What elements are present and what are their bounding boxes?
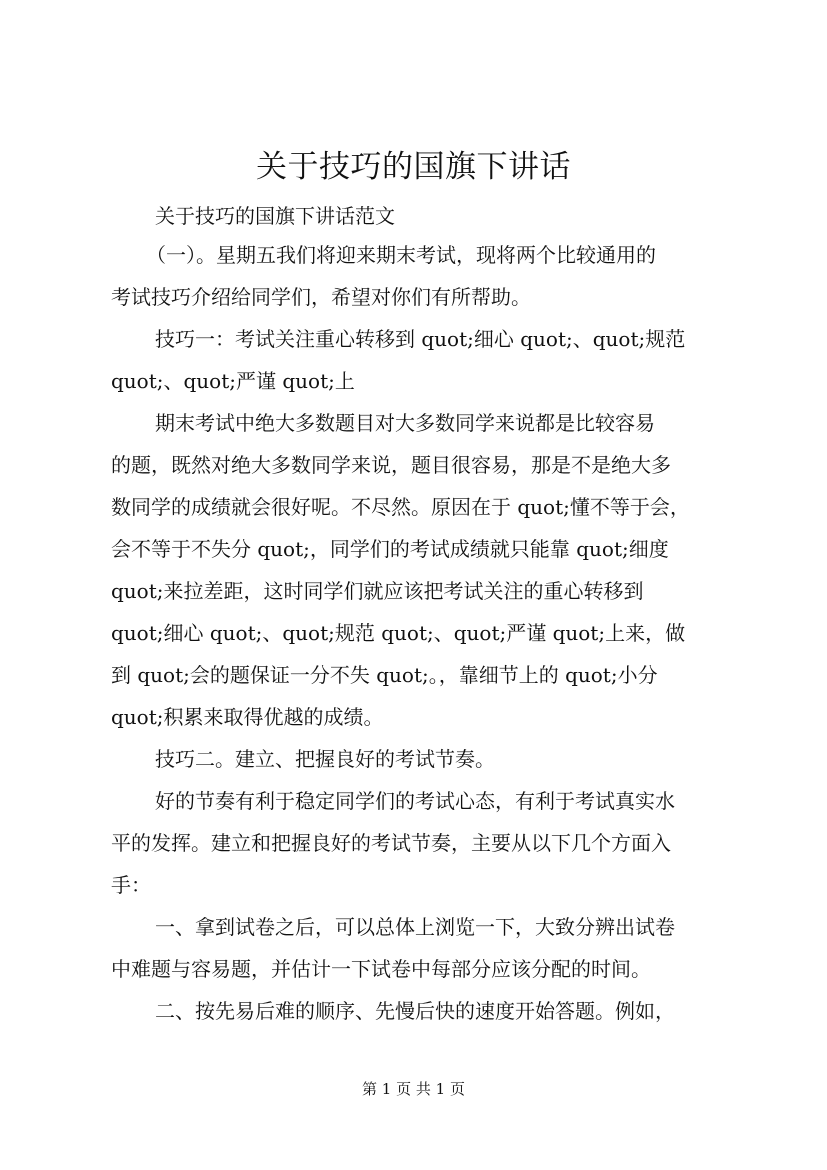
document-title: 关于技巧的国旗下讲话 — [256, 149, 571, 185]
paragraph-line: quot;、quot;严谨 quot;上 — [111, 369, 355, 393]
paragraph-line: 到 quot;会的题保证一分不失 quot;。，靠细节上的 quot;小分 — [111, 663, 658, 687]
paragraph-line: quot;细心 quot;、quot;规范 quot;、quot;严谨 quot;上来，做 — [111, 621, 686, 645]
paragraph-line: 中难题与容易题，并估计一下试卷中每部分应该分配的时间。 — [111, 957, 651, 981]
paragraph-line: 会不等于不失分 quot;，同学们的考试成绩就只能靠 quot;细度 — [111, 537, 669, 561]
paragraph-line: quot;来拉差距，这时同学们就应该把考试关注的重心转移到 — [111, 579, 644, 603]
paragraph-line: 的题，既然对绝大多数同学来说，题目很容易，那是不是绝大多 — [111, 453, 671, 477]
paragraph-line: 一、拿到试卷之后，可以总体上浏览一下，大致分辨出试卷 — [155, 915, 675, 939]
paragraph-line: 数同学的成绩就会很好呢。不尽然。原因在于 quot;懂不等于会， — [111, 495, 690, 519]
paragraph-line: 手： — [111, 873, 151, 897]
paragraph-line: 好的节奏有利于稳定同学们的考试心态，有利于考试真实水 — [155, 789, 675, 813]
paragraph-line: 技巧一：考试关注重心转移到 quot;细心 quot;、quot;规范 — [155, 327, 686, 351]
paragraph-line: quot;积累来取得优越的成绩。 — [111, 705, 384, 729]
paragraph-line: 期末考试中绝大多数题目对大多数同学来说都是比较容易 — [155, 411, 655, 435]
page-footer: 第 1 页 共 1 页 — [362, 1080, 465, 1098]
document-subtitle: 关于技巧的国旗下讲话范文 — [155, 204, 395, 228]
paragraph-line: 二、按先易后难的顺序、先慢后快的速度开始答题。例如， — [155, 999, 675, 1023]
paragraph-line: （一）。星期五我们将迎来期末考试，现将两个比较通用的 — [146, 243, 656, 267]
paragraph-line: 技巧二。建立、把握良好的考试节奏。 — [155, 747, 495, 771]
paragraph-line: 平的发挥。建立和把握良好的考试节奏，主要从以下几个方面入 — [111, 831, 671, 855]
paragraph-line: 考试技巧介绍给同学们，希望对你们有所帮助。 — [111, 285, 531, 309]
